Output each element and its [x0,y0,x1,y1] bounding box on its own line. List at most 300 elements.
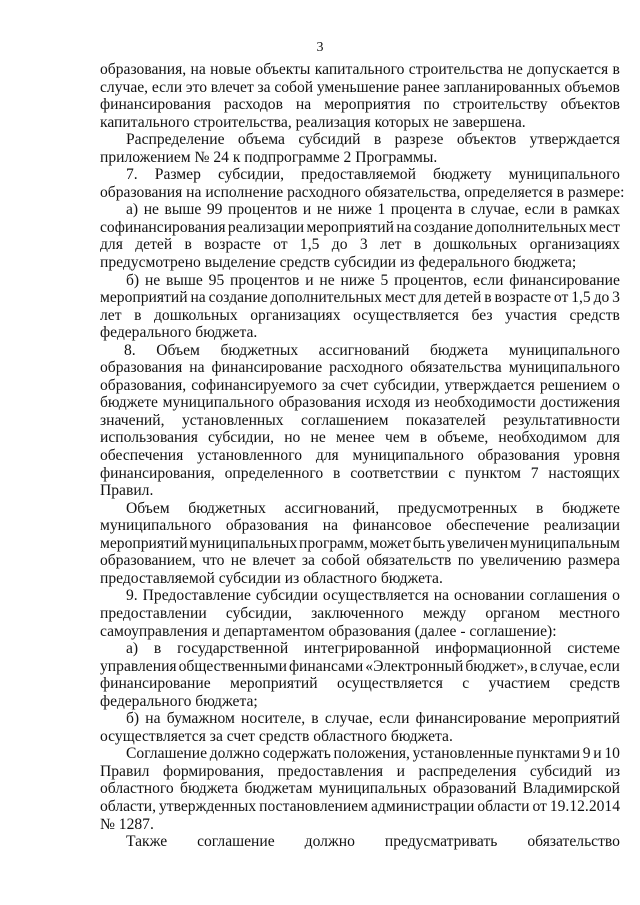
word: интегрированной [304,640,420,658]
text-line [100,570,620,588]
word: субсидий [529,762,592,780]
word: финансирование [509,271,620,289]
text-line [100,183,625,202]
text-line-content: Правил. [100,482,154,500]
word: финансирования [100,96,211,114]
text-line [100,219,620,237]
word: финансами [288,657,364,675]
word: допускается [527,61,609,78]
word: муниципальным [509,534,620,552]
text-line [100,833,620,851]
word: и [302,201,312,219]
word: 5 [380,271,389,289]
word: реализации [227,218,305,236]
word: о [612,587,620,605]
text-line [100,342,620,360]
text-line-content: федерального бюджета; [100,692,258,710]
word: капитального [314,61,405,78]
word: дополнительных [475,218,587,236]
word: без [471,306,493,324]
word: запланированных [443,78,561,96]
word: значений, [100,411,165,429]
word: муниципального [508,359,620,377]
word: распределения [418,762,517,780]
word: утверждается [529,131,620,149]
text-line [100,201,620,219]
text-line [100,377,620,395]
word: обеспечения [100,447,184,465]
word: 19.12.2014 [549,797,620,815]
word: носителе, [241,710,306,728]
word: осуществляется [353,306,459,324]
word: объема [237,131,285,149]
word: системе [567,640,620,658]
text-line [100,658,620,676]
word: финансирования, [100,464,215,482]
word: для [418,289,442,307]
word: если [589,657,620,675]
word: случае, [324,710,373,728]
text-line [100,465,620,483]
text-line [100,710,620,728]
word: образования, [100,61,187,78]
word: детей [444,289,482,307]
word: средств [569,675,620,693]
word: установленного [197,447,303,465]
word: бумажном [166,710,235,728]
text-line [100,359,620,377]
word: государственной [177,640,289,658]
word: возрасте [204,236,261,254]
word: на [189,359,205,377]
text-line [100,500,620,518]
word: быть [412,534,446,552]
word: участия [505,306,557,324]
word: мероприятий [100,289,188,307]
text-line [100,640,620,658]
word: области, [100,797,157,815]
word: 10 [604,745,620,763]
word: обеспечение [446,517,530,535]
text-line [100,535,620,553]
word: с [448,464,456,482]
word: случае, [539,657,588,675]
word: участием [488,675,551,693]
word: размера [567,552,620,570]
word: 7 [530,464,539,482]
word: муниципального [162,394,274,412]
text-line [100,780,620,798]
text-line [100,412,620,430]
word: бюджетных [188,499,266,517]
word: администрации [370,797,475,815]
word: образований [433,780,517,798]
word: собой [321,552,361,570]
text-line [100,289,620,307]
text-line-content: приложением № 24 к подпрограмме 2 Программы. [100,148,438,166]
word: муниципального [100,517,212,535]
word: в [153,640,162,658]
text-line [100,429,620,447]
word: если [379,710,410,728]
word: общественными [178,657,287,675]
text-line [100,307,620,325]
word: реализации [543,517,620,535]
word: положения, [333,745,410,763]
word: по [457,552,474,570]
word: содержать [262,745,331,763]
word: уменьшение [316,78,400,96]
text-line [100,96,620,114]
word: определенного [224,464,324,482]
word: субсидии, [225,604,292,622]
text-line [100,693,620,711]
word: 1,5 [299,236,320,254]
word: рамках [573,201,620,219]
word: Объем [126,499,170,517]
word: дошкольных [433,236,518,254]
word: счет [340,376,369,394]
word: бюджете [100,394,158,412]
word: 9 [582,745,591,763]
page-number: 3 [316,40,324,55]
word: новые [210,61,252,78]
word: возрасте [494,289,552,307]
word: средств [569,306,620,324]
word: ранее [402,78,440,96]
word: субсидий [298,131,361,149]
word: заключенного [311,604,404,622]
word: мероприятия [324,96,411,114]
word: соответствии [350,464,439,482]
word: бюджетам [244,780,313,798]
word: для [100,236,123,254]
text-line [100,675,620,693]
word: бюджет», [465,657,529,675]
word: постановлением [259,797,369,815]
word: случае, [470,201,519,219]
text-line [100,149,620,167]
word: с [462,675,470,693]
word: объемов [564,78,620,96]
word: лет [379,236,402,254]
word: ассигнований [318,341,410,359]
word: лет [100,306,122,324]
word: строительству [452,96,548,114]
word: если [151,78,183,96]
text-line [100,61,620,79]
word: формирования, [162,762,265,780]
word: Распределение [126,131,225,149]
word: организациях [250,306,341,324]
text-line [100,114,620,132]
word: а) [126,201,139,219]
word: собой [274,78,314,96]
word: если [473,271,504,289]
word: соглашения [529,587,608,605]
word: мероприятий [230,675,318,693]
word: необходимом [498,429,587,447]
word: выше [166,271,203,289]
text-line [100,623,620,641]
word: должно [304,833,355,851]
text-line [100,587,620,605]
word: от [273,236,288,254]
word: в [419,429,428,447]
word: создание [208,289,268,307]
word: за [257,78,271,96]
word: образования [477,447,560,465]
word: решением [539,376,608,394]
word: муниципального [352,447,464,465]
word: процентов [228,201,298,219]
word: в [333,464,341,482]
text-line-content: самоуправления и департаментом образования (далее - соглашение): [100,622,557,640]
word: процента [390,201,453,219]
word: от [532,797,547,815]
word: основании [454,587,525,605]
word: управления [100,657,177,675]
word: Соглашение [126,745,208,763]
word: в [134,306,142,324]
word: финансирование [100,675,211,693]
word: Предоставление [142,587,251,605]
word: на [190,289,206,307]
word: не [507,61,523,78]
word: процентов [230,271,300,289]
word: Правил [100,762,150,780]
word: финансирование [415,710,527,728]
word: соглашением [301,411,389,429]
word: в [530,657,538,675]
word: предоставления [277,762,384,780]
word: утвержденных [158,797,257,815]
word: 7. [126,166,138,184]
word: в [184,236,192,254]
word: софинансируемого [191,376,317,394]
word: в [373,131,382,149]
word: выше [164,201,202,219]
word: результативности [503,411,620,429]
word: за [301,552,315,570]
word: субсидии, [217,166,284,184]
word: предусматривать [384,833,498,851]
word: финансовое [352,517,432,535]
word: но [284,429,301,447]
word: в [413,236,422,254]
text-line [100,605,620,623]
word: и [305,271,314,289]
word: о [612,376,620,394]
word: установленных [181,411,284,429]
word: ниже [340,271,375,289]
word: 9. [126,587,138,605]
word: муниципальных [189,534,298,552]
word: Владимирской [522,780,620,798]
text-line [100,324,620,342]
word: исходя [365,394,411,412]
word: это [185,78,207,96]
text-line [100,131,620,149]
word: предоставлении [100,604,207,622]
word: бюджета [429,341,489,359]
word: бюджету [432,166,492,184]
word: процентов, [394,271,468,289]
text-line-content: предусмотрено выделение средств субсидии из федерального бюджета; [100,254,577,272]
word: Также [126,833,168,851]
word: б) [126,710,140,728]
word: не [316,201,333,219]
word: Объем [156,341,200,359]
word: Размер [154,166,201,184]
word: субсидии, [208,429,275,447]
word: показателей [405,411,486,429]
word: 99 [206,201,223,219]
word: объектов [456,131,517,149]
word: в [484,289,492,307]
word: в [536,499,544,517]
text-line-content: образования на исполнение расходного обязательства, определяется в размере: [100,183,625,201]
word: использования [100,429,198,447]
word: 1 [377,201,386,219]
text-line [100,552,620,570]
word: бюджете [562,499,620,517]
word: что [202,552,225,570]
word: бюджетных [220,341,299,359]
text-line [100,272,620,290]
word: 3 [359,236,368,254]
word: по [423,96,440,114]
text-line [100,816,620,834]
text-line-content: федерального бюджета. [100,324,258,342]
word: строительства [408,61,504,78]
word: обязательств [366,552,452,570]
word: программ, [299,534,368,552]
word: уровня [573,447,620,465]
word: объекты [255,61,311,78]
word: субсидии, [373,376,440,394]
word: мероприятий [100,534,188,552]
word: мероприятий [532,710,620,728]
word: на [433,587,450,605]
word: субсидии [255,587,318,605]
word: увеличен [446,534,509,552]
word: на [295,96,312,114]
word: если [524,201,555,219]
word: достижения [540,394,620,412]
text-line-content: осуществляется за счет средств областного бюджета. [100,727,453,745]
word: 95 [208,271,225,289]
text-line [100,745,620,763]
word: соглашение [197,833,275,851]
word: из [415,394,430,412]
word: не [230,552,247,570]
word: финансирование [211,359,323,377]
word: влечет [252,552,296,570]
word: мест [589,218,620,236]
word: образования, [100,376,187,394]
text-line [100,254,620,272]
word: менее [335,429,375,447]
word: пунктом [465,464,521,482]
text-line [100,763,620,781]
text-line-content: № 1287. [100,815,154,833]
word: области [477,797,530,815]
word: не [143,201,159,219]
word: влечет [210,78,254,96]
word: образования [278,394,361,412]
word: утверждается [444,376,535,394]
word: создание [413,218,473,236]
word: дошкольных [154,306,238,324]
word: не [319,271,335,289]
text-line [100,166,620,184]
word: а) [126,640,139,658]
word: может [369,534,412,552]
word: софинансирования [100,218,226,236]
word: органом [485,604,540,622]
word: б) [126,271,140,289]
word: объектов [560,96,620,114]
word: предусмотренных [397,499,518,517]
word: предоставляемой [301,166,416,184]
word: осуществляется [337,675,443,693]
word: на [322,517,339,535]
word: областного [100,780,174,798]
word: случае, [100,78,149,96]
text-line [100,517,620,535]
word: на [396,218,412,236]
word: увеличению [480,552,562,570]
word: муниципального [508,341,620,359]
word: разрезе [394,131,444,149]
word: в [560,201,568,219]
word: пунктами [516,745,581,763]
text-line [100,482,620,500]
word: образования [100,359,183,377]
word: местного [559,604,620,622]
text-line-content: предоставляемой субсидии из областного бюджета. [100,569,443,587]
word: от [553,289,569,307]
word: в [457,201,466,219]
word: на [190,61,206,78]
word: до [593,289,610,307]
text-line [100,798,620,816]
word: организациях [529,236,620,254]
word: должно [209,745,260,763]
text-line [100,79,620,97]
text-line [100,447,620,465]
word: мероприятий [306,218,394,236]
word: для [596,429,620,447]
word: осуществляется [322,587,429,605]
word: на [145,710,161,728]
word: 8. [124,341,136,359]
word: «Электронный [365,657,464,675]
word: образованием, [100,552,196,570]
word: чем [384,429,410,447]
word: 1,5 [571,289,591,307]
word: муниципальных [318,780,427,798]
word: и [593,745,602,763]
word: муниципального [508,166,620,184]
word: расходного [329,359,404,377]
word: из [605,762,620,780]
word: за [321,376,336,394]
text-line [100,236,620,254]
word: ниже [337,201,372,219]
word: между [422,604,467,622]
